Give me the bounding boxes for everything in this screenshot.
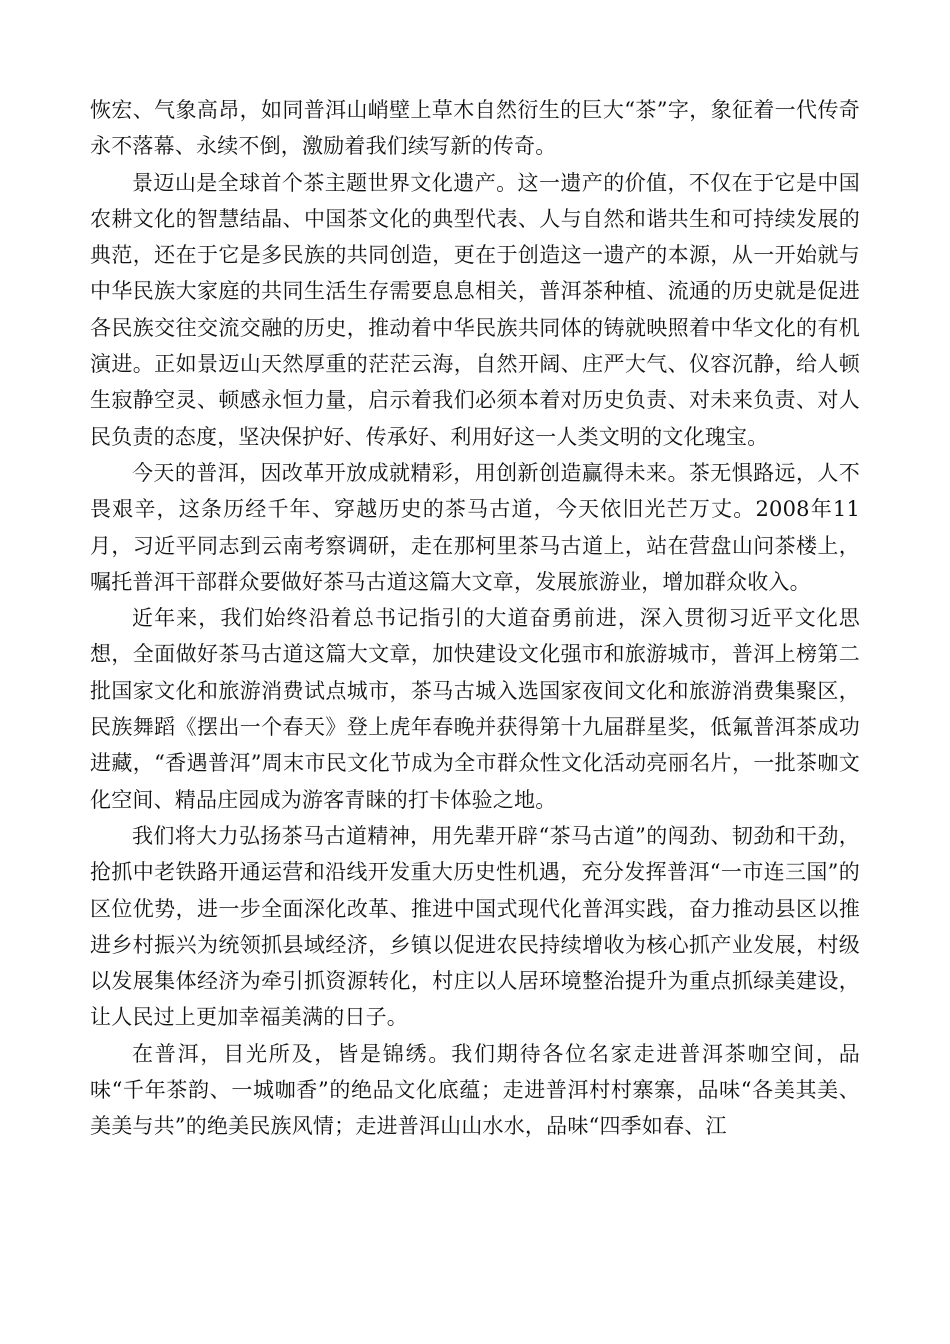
paragraph-invitation: 在普洱，目光所及，皆是锦绣。我们期待各位名家走进普洱茶咖空间，品味“千年茶韵、一城咖香”的绝品文化底蕴；走进普洱村村寨寨，品味“各美其美、美美与共”的绝美民族风情；走进普洱山山水水，品味“四季如春、江 — [90, 1041, 860, 1139]
paragraph-jingmai-mountain: 景迈山是全球首个茶主题世界文化遗产。这一遗产的价值，不仅在于它是中国农耕文化的智慧结晶、中国茶文化的典型代表、人与自然和谐共生和可持续发展的典范，还在于它是多民族的共同创造，更在于创造这一遗产的本源，从一开始就与中华民族大家庭的共同生活生存需要息息相关，普洱茶种植、流通的历史就是促进各民族交往交流交融的历史，推动着中华民族共同体的铸就映照着中华文化的有机演进。正如景迈山天然厚重的茫茫云海，自然开阔、庄严大气、仪容沉静，给人顿生寂静空灵、顿感永恒力量，启示着我们必须本着对历史负责、对未来负责、对人民负责的态度，坚决保护好、传承好、利用好这一人类文明的文化瑰宝。 — [90, 170, 860, 449]
paragraph-recent-years: 近年来，我们始终沿着总书记指引的大道奋勇前进，深入贯彻习近平文化思想，全面做好茶马古道这篇大文章，加快建设文化强市和旅游城市，普洱上榜第二批国家文化和旅游消费试点城市，茶马古城入选国家夜间文化和旅游消费集聚区，民族舞蹈《摆出一个春天》登上虎年春晚并获得第十九届群星奖，低氟普洱茶成功进藏，“香遇普洱”周末市民文化节成为全市群众性文化活动亮丽名片，一批茶咖文化空间、精品庄园成为游客青睐的打卡体验之地。 — [90, 606, 860, 812]
paragraph-future-plans: 我们将大力弘扬茶马古道精神，用先辈开辟“茶马古道”的闯劲、韧劲和干劲，抢抓中老铁路开通运营和沿线开发重大历史性机遇，充分发挥普洱“一市连三国”的区位优势，进一步全面深化改革、推进中国式现代化普洱实践，奋力推动县区以推进乡村振兴为统领抓县域经济，乡镇以促进农民持续增收为核心抓产业发展，村级以发展集体经济为牵引抓资源转化，村庄以人居环境整治提升为重点抓绿美建设，让人民过上更加幸福美满的日子。 — [90, 823, 860, 1030]
paragraph-tea-horse-road: 今天的普洱，因改革开放成就精彩，用创新创造赢得未来。茶无惧路远，人不畏艰辛，这条历经千年、穿越历史的茶马古道，今天依旧光芒万丈。2008年11月，习近平同志到云南考察调研，走在那柯里茶马古道上，站在营盘山问茶楼上，嘱托普洱干部群众要做好茶马古道这篇大文章，发展旅游业，增加群众收入。 — [90, 460, 860, 594]
paragraph-continuation: 恢宏、气象高昂，如同普洱山峭壁上草木自然衍生的巨大“茶”字，象征着一代传奇永不落幕、永续不倒，激励着我们续写新的传奇。 — [90, 98, 860, 159]
document-page — [90, 92, 860, 1145]
